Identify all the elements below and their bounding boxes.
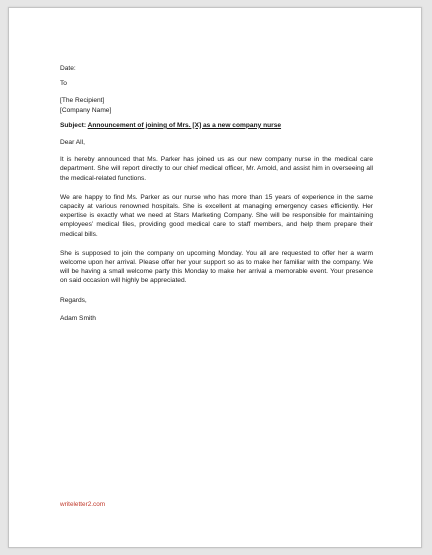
to-line: To: [60, 80, 67, 88]
document-page: [8, 7, 422, 548]
closing: Regards,: [60, 296, 87, 304]
paragraph-experience: We are happy to find Ms. Parker as our nurse who has more than 15 years of experience in the same capacity at various renowned hospitals. She is excellent at managing emergency cases efficiently. Her expertise is exactly what we need at Stars Marketing Company. She will be responsible for maintaining employees’ medical files, providing good medical care to staff members, and help them prepare their medical bills.: [60, 193, 373, 238]
subject-text: Announcement of joining of Mrs. [X] as a new company nurse: [87, 121, 282, 129]
recipient-company: [Company Name]: [60, 106, 112, 114]
subject-line: [60, 121, 373, 130]
paragraph-welcome: She is supposed to join the company on upcoming Monday. You all are requested to offer her a warm welcome upon her arrival. Please offer her your support so as to make her familiar with the company. We will be having a small welcome party this Monday to make her arrival a memorable event. Your presence on said occasion will highly be appreciated.: [60, 249, 373, 285]
signature: Adam Smith: [60, 314, 96, 322]
recipient-block: [60, 96, 373, 114]
salutation: Dear All,: [60, 139, 85, 147]
paragraph-announcement: It is hereby announced that Ms. Parker has joined us as our new company nurse in the medical care department. She will report directly to our chief medical officer, Mr. Arnold, and assist him in overseeing all the medical-related functions.: [60, 156, 373, 182]
subject-label: Subject:: [60, 121, 87, 129]
website-link[interactable]: writeletter2.com: [60, 501, 106, 508]
recipient-name: [The Recipient]: [60, 97, 105, 105]
date-line: Date:: [60, 65, 76, 72]
letter-body: [60, 64, 373, 323]
